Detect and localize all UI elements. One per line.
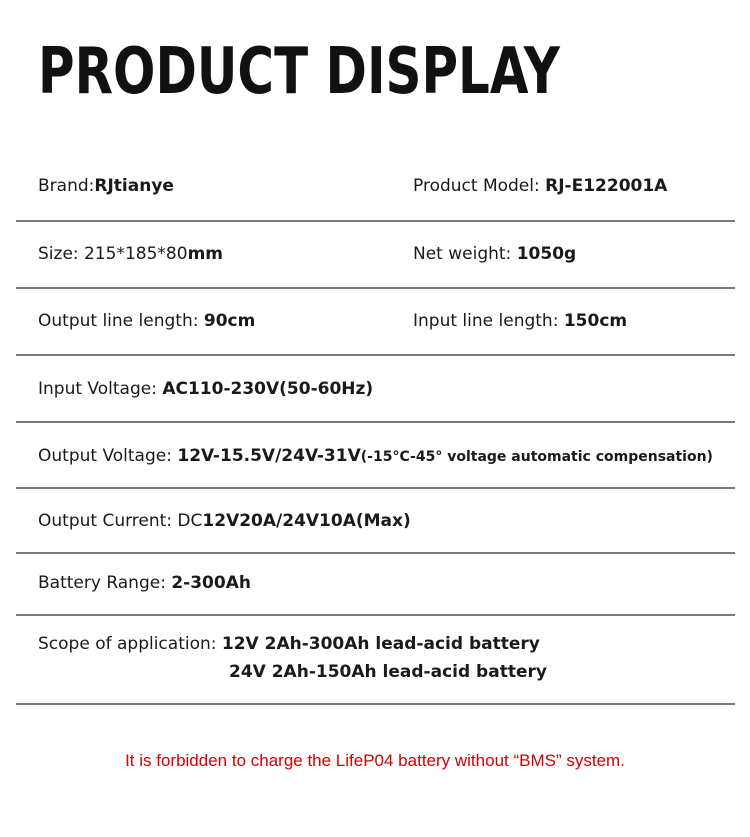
output-voltage-value: 12V-15.5V/24V-31V [177,446,361,466]
input-voltage-spec [38,378,373,400]
output-line-value: 90cm [203,311,256,331]
battery-range-value: 2-300Ah [171,573,251,593]
input-line-label: Input line length: [413,311,564,331]
scope-spec-continued [229,661,547,683]
input-voltage-value: AC110-230V(50-60Hz) [162,379,374,399]
size-spec [38,243,223,265]
divider-3 [16,354,735,356]
brand-value: RJtianye [94,176,174,196]
battery-range-label: Battery Range: [38,573,172,593]
weight-spec [413,243,576,265]
output-line-spec [38,310,255,332]
divider-2 [16,287,735,289]
output-voltage-label: Output Voltage: [38,446,178,466]
battery-range-spec [38,572,251,594]
brand-label: Brand: [38,176,95,196]
output-current-label: Output Current: DC [38,511,203,531]
model-label: Product Model: [413,176,546,196]
input-line-value: 150cm [563,311,628,331]
output-line-label: Output line length: [38,311,204,331]
scope-label: Scope of application: [38,634,222,654]
scope-line-2: 24V 2Ah-150Ah lead-acid battery [229,662,547,682]
output-current-spec [38,510,411,532]
output-voltage-note: (-15°C-45° voltage automatic compensation) [360,449,713,465]
scope-spec [38,633,540,655]
scope-line-1: 12V 2Ah-300Ah lead-acid battery [221,634,540,654]
divider-8 [16,703,735,705]
divider-1 [16,220,735,222]
page-title: PRODUCT DISPLAY [38,35,560,109]
output-voltage-spec [38,445,713,468]
input-line-spec [413,310,627,332]
weight-label: Net weight: [413,244,517,264]
input-voltage-label: Input Voltage: [38,379,163,399]
weight-value: 1050g [516,244,577,264]
model-value: RJ-E122001A [545,176,668,196]
divider-6 [16,552,735,554]
divider-5 [16,487,735,489]
divider-7 [16,614,735,616]
output-current-value: 12V20A/24V10A(Max) [202,511,411,531]
size-value: mm [187,244,223,264]
bms-warning: It is forbidden to charge the LifeP04 battery without “BMS” system. [125,751,625,770]
brand-spec [38,175,174,197]
model-spec [413,175,667,197]
size-label: Size: 215*185*80 [38,244,188,264]
divider-4 [16,421,735,423]
